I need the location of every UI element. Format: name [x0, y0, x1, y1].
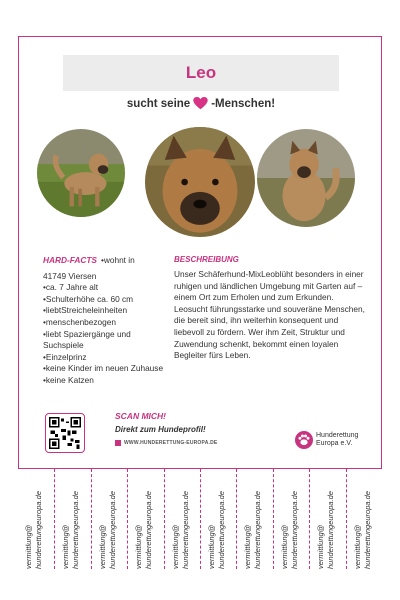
tear-off-tab[interactable]	[18, 469, 54, 569]
qr-code[interactable]	[45, 413, 85, 453]
tab-email-line1: vermittlung@	[134, 524, 144, 569]
tear-off-tab[interactable]	[200, 469, 236, 569]
fact-item: •Schulterhöhe ca. 60 cm	[43, 293, 134, 304]
tear-off-tab[interactable]	[309, 469, 345, 569]
tab-email-line1: vermittlung@	[24, 524, 33, 569]
tab-email-line1: vermittlung@	[243, 524, 253, 569]
fact-item: •keine Kinder im neuen Zuhause	[43, 363, 164, 374]
dog-name-title: Leo	[185, 63, 217, 82]
tab-email-line2: hunderettungeuropa.de	[253, 491, 263, 569]
tear-off-tab[interactable]	[127, 469, 163, 569]
tab-email-line1: vermittlung@	[61, 524, 71, 569]
tab-email-line2: hunderettungeuropa.de	[326, 491, 336, 569]
description-heading: BESCHREIBUNG	[174, 255, 239, 264]
hard-facts-first: •wohnt in	[100, 255, 135, 265]
tab-email-line1: vermittlung@	[279, 524, 289, 569]
hard-facts-heading: HARD-FACTS	[43, 255, 97, 265]
tear-off-tab[interactable]	[236, 469, 272, 569]
tab-email-line1: vermittlung@	[170, 524, 180, 569]
paw-logo-icon	[295, 431, 313, 449]
fact-item: •menschenbezogen	[43, 316, 117, 327]
logo-line2: Europa e.V.	[316, 440, 353, 447]
fact-item: •liebt Spaziergänge und Suchspiele	[43, 328, 131, 351]
tab-email-line2: hunderettungeuropa.de	[34, 491, 43, 569]
scan-heading: SCAN MICH!	[115, 411, 166, 421]
fact-item: •ca. 7 Jahre alt	[43, 282, 99, 293]
subtitle-before: sucht seine	[126, 97, 191, 110]
tab-email-line2: hunderettungeuropa.de	[362, 491, 372, 569]
tear-off-tab[interactable]	[346, 469, 382, 569]
tear-off-tab[interactable]	[164, 469, 200, 569]
tab-email-line1: vermittlung@	[352, 524, 362, 569]
title-box	[63, 55, 339, 91]
tab-email-line2: hunderettungeuropa.de	[180, 491, 190, 569]
qr-code-icon	[49, 417, 81, 449]
organization-logo	[295, 431, 358, 449]
fact-item: •Einzelprinz	[43, 351, 87, 362]
link-icon	[115, 440, 121, 446]
tab-email-line2: hunderettungeuropa.de	[289, 491, 299, 569]
logo-line1: Hunderettung	[316, 432, 359, 439]
scan-subtitle: Direkt zum Hundeprofil!	[115, 425, 206, 434]
tear-off-tab[interactable]	[54, 469, 90, 569]
fact-item: •keine Katzen	[43, 374, 94, 385]
heart-icon	[193, 97, 208, 110]
tab-email-line2: hunderettungeuropa.de	[107, 491, 117, 569]
tab-email-line1: vermittlung@	[316, 524, 326, 569]
fact-item: 41749 Viersen	[43, 270, 97, 281]
website-text[interactable]: WWW.HUNDERETTUNG-EUROPA.DE	[124, 440, 218, 446]
subtitle-after: -Menschen!	[211, 97, 276, 110]
dog-photo-portrait	[145, 127, 255, 237]
subtitle	[19, 97, 383, 110]
website-line[interactable]	[115, 440, 217, 446]
tear-off-tab[interactable]	[273, 469, 309, 569]
fact-item: •liebtStreicheleinheiten	[43, 305, 128, 316]
tab-email-line2: hunderettungeuropa.de	[144, 491, 154, 569]
tear-off-tab[interactable]	[91, 469, 127, 569]
description-text: Unser Schäferhund-MixLeoblüht besonders in einer ruhigen und ländlichen Umgebung mit Garten auf –einem Ort zum Erholen und zum Erkunden. Leosucht führungsstarke und souveräne Menschen, die bereit sind, ihn weiterhin konsequent und liebevoll zu fördern. Wer ihm Zeit, Struktur und Zuwendung schenkt, bekommt einen loyalen Begleiter fürs Leben.	[174, 269, 365, 361]
adoption-poster	[18, 36, 382, 469]
hard-facts	[43, 255, 165, 387]
tab-email-line1: vermittlung@	[207, 524, 216, 569]
hard-facts-first-line	[43, 255, 165, 267]
tab-email-line2: hunderettungeuropa.de	[71, 491, 81, 569]
dog-photo-standing	[37, 129, 125, 217]
tab-email-line1: vermittlung@	[97, 524, 107, 569]
dog-photo-sitting	[257, 129, 355, 227]
tab-email-line2: hunderettungeuropa.de	[217, 491, 226, 569]
tear-off-tabs	[18, 469, 382, 600]
